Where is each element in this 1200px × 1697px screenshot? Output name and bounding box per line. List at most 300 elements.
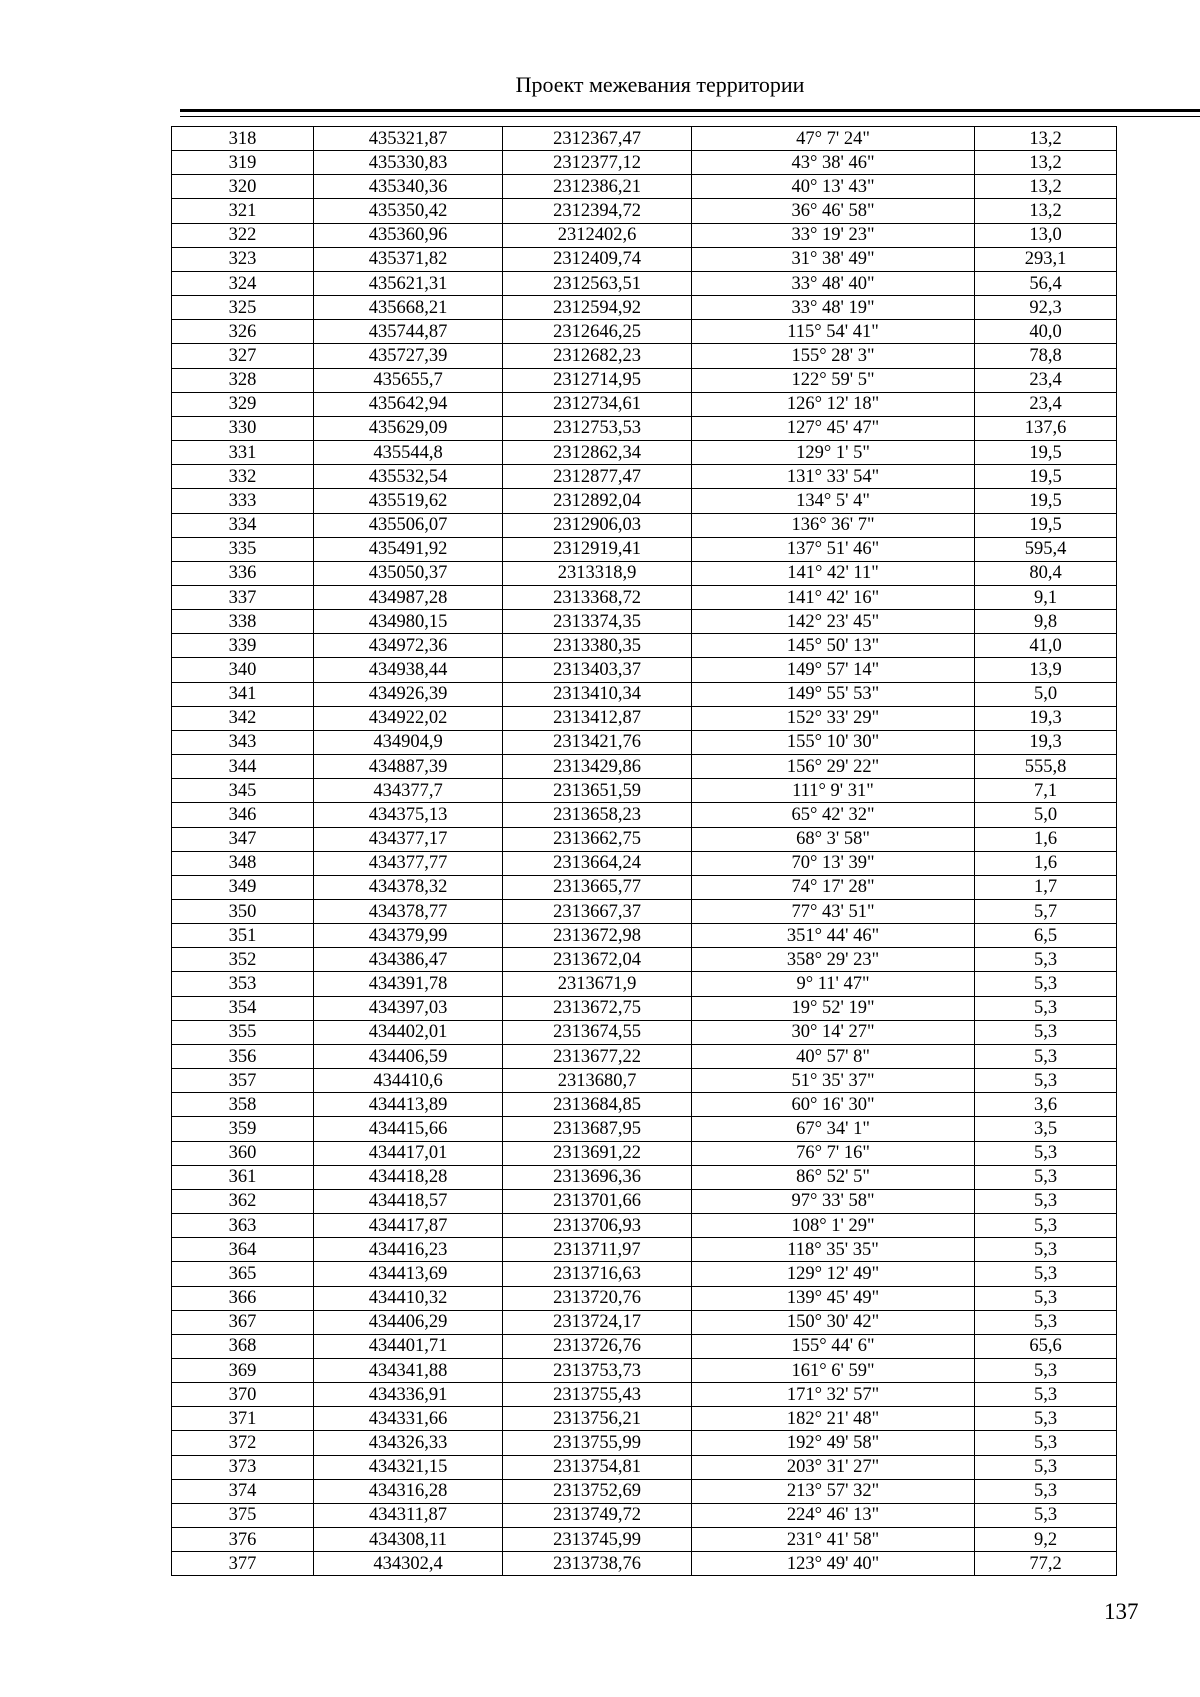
x-coordinate-cell: 434406,29: [314, 1310, 503, 1334]
y-coordinate-cell: 2313671,9: [503, 972, 692, 996]
bearing-cell: 137° 51' 46": [692, 537, 975, 561]
y-coordinate-cell: 2312682,23: [503, 344, 692, 368]
y-coordinate-cell: 2312563,51: [503, 271, 692, 295]
x-coordinate-cell: 435668,21: [314, 296, 503, 320]
y-coordinate-cell: 2312409,74: [503, 247, 692, 271]
bearing-cell: 36° 46' 58": [692, 199, 975, 223]
point-number-cell: 354: [172, 996, 314, 1020]
table-row: [172, 1020, 1117, 1044]
bearing-cell: 156° 29' 22": [692, 755, 975, 779]
distance-cell: 13,2: [975, 127, 1117, 151]
point-number-cell: 348: [172, 851, 314, 875]
point-number-cell: 366: [172, 1286, 314, 1310]
table-row: [172, 1479, 1117, 1503]
distance-cell: 293,1: [975, 247, 1117, 271]
point-number-cell: 341: [172, 682, 314, 706]
bearing-cell: 115° 54' 41": [692, 320, 975, 344]
table-row: [172, 900, 1117, 924]
y-coordinate-cell: 2313374,35: [503, 610, 692, 634]
point-number-cell: 358: [172, 1093, 314, 1117]
x-coordinate-cell: 435350,42: [314, 199, 503, 223]
y-coordinate-cell: 2312394,72: [503, 199, 692, 223]
bearing-cell: 134° 5' 4": [692, 489, 975, 513]
distance-cell: 13,2: [975, 199, 1117, 223]
distance-cell: 56,4: [975, 271, 1117, 295]
distance-cell: 23,4: [975, 392, 1117, 416]
table-row: [172, 247, 1117, 271]
x-coordinate-cell: 435642,94: [314, 392, 503, 416]
table-row: [172, 416, 1117, 440]
y-coordinate-cell: 2312714,95: [503, 368, 692, 392]
bearing-cell: 351° 44' 46": [692, 924, 975, 948]
x-coordinate-cell: 435727,39: [314, 344, 503, 368]
point-number-cell: 337: [172, 585, 314, 609]
table-row: [172, 803, 1117, 827]
distance-cell: 3,6: [975, 1093, 1117, 1117]
table-row: [172, 1358, 1117, 1382]
table-row: [172, 392, 1117, 416]
x-coordinate-cell: 435532,54: [314, 465, 503, 489]
x-coordinate-cell: 434379,99: [314, 924, 503, 948]
distance-cell: 1,6: [975, 851, 1117, 875]
point-number-cell: 363: [172, 1214, 314, 1238]
x-coordinate-cell: 434938,44: [314, 658, 503, 682]
table-row: [172, 851, 1117, 875]
y-coordinate-cell: 2313672,98: [503, 924, 692, 948]
table-row: [172, 827, 1117, 851]
table-row: [172, 1503, 1117, 1527]
point-number-cell: 360: [172, 1141, 314, 1165]
table-row: [172, 561, 1117, 585]
point-number-cell: 345: [172, 779, 314, 803]
point-number-cell: 375: [172, 1503, 314, 1527]
bearing-cell: 33° 48' 40": [692, 271, 975, 295]
point-number-cell: 368: [172, 1334, 314, 1358]
x-coordinate-cell: 435519,62: [314, 489, 503, 513]
x-coordinate-cell: 435340,36: [314, 175, 503, 199]
x-coordinate-cell: 435491,92: [314, 537, 503, 561]
point-number-cell: 321: [172, 199, 314, 223]
bearing-cell: 149° 55' 53": [692, 682, 975, 706]
x-coordinate-cell: 434397,03: [314, 996, 503, 1020]
table-row: [172, 682, 1117, 706]
table-row: [172, 610, 1117, 634]
bearing-cell: 74° 17' 28": [692, 875, 975, 899]
y-coordinate-cell: 2312402,6: [503, 223, 692, 247]
page-number: 137: [1104, 1599, 1139, 1624]
x-coordinate-cell: 435330,83: [314, 151, 503, 175]
x-coordinate-cell: 434972,36: [314, 634, 503, 658]
table-row: [172, 368, 1117, 392]
y-coordinate-cell: 2313674,55: [503, 1020, 692, 1044]
table-row: [172, 537, 1117, 561]
bearing-cell: 43° 38' 46": [692, 151, 975, 175]
x-coordinate-cell: 434987,28: [314, 585, 503, 609]
distance-cell: 9,2: [975, 1528, 1117, 1552]
point-number-cell: 359: [172, 1117, 314, 1141]
bearing-cell: 203° 31' 27": [692, 1455, 975, 1479]
point-number-cell: 339: [172, 634, 314, 658]
point-number-cell: 377: [172, 1552, 314, 1576]
table-row: [172, 730, 1117, 754]
table-row: [172, 1117, 1117, 1141]
y-coordinate-cell: 2313711,97: [503, 1238, 692, 1262]
table-row: [172, 1383, 1117, 1407]
table-row: [172, 779, 1117, 803]
x-coordinate-cell: 435506,07: [314, 513, 503, 537]
y-coordinate-cell: 2312594,92: [503, 296, 692, 320]
table-row: [172, 489, 1117, 513]
point-number-cell: 328: [172, 368, 314, 392]
point-number-cell: 335: [172, 537, 314, 561]
distance-cell: 5,3: [975, 1141, 1117, 1165]
y-coordinate-cell: 2313754,81: [503, 1455, 692, 1479]
bearing-cell: 31° 38' 49": [692, 247, 975, 271]
bearing-cell: 60° 16' 30": [692, 1093, 975, 1117]
point-number-cell: 325: [172, 296, 314, 320]
bearing-cell: 149° 57' 14": [692, 658, 975, 682]
bearing-cell: 126° 12' 18": [692, 392, 975, 416]
table-row: [172, 634, 1117, 658]
bearing-cell: 155° 10' 30": [692, 730, 975, 754]
table-row: [172, 127, 1117, 151]
distance-cell: 137,6: [975, 416, 1117, 440]
x-coordinate-cell: 434417,01: [314, 1141, 503, 1165]
x-coordinate-cell: 434378,77: [314, 900, 503, 924]
x-coordinate-cell: 434418,28: [314, 1165, 503, 1189]
point-number-cell: 319: [172, 151, 314, 175]
table-row: [172, 513, 1117, 537]
point-number-cell: 331: [172, 441, 314, 465]
y-coordinate-cell: 2313716,63: [503, 1262, 692, 1286]
point-number-cell: 353: [172, 972, 314, 996]
header-rule-thin: [180, 116, 1200, 117]
table-row: [172, 924, 1117, 948]
bearing-cell: 40° 57' 8": [692, 1044, 975, 1068]
distance-cell: 92,3: [975, 296, 1117, 320]
y-coordinate-cell: 2313429,86: [503, 755, 692, 779]
distance-cell: 5,3: [975, 1165, 1117, 1189]
bearing-cell: 231° 41' 58": [692, 1528, 975, 1552]
bearing-cell: 47° 7' 24": [692, 127, 975, 151]
distance-cell: 19,5: [975, 489, 1117, 513]
distance-cell: 5,3: [975, 996, 1117, 1020]
distance-cell: 5,3: [975, 1262, 1117, 1286]
distance-cell: 3,5: [975, 1117, 1117, 1141]
bearing-cell: 33° 19' 23": [692, 223, 975, 247]
bearing-cell: 139° 45' 49": [692, 1286, 975, 1310]
distance-cell: 5,0: [975, 803, 1117, 827]
y-coordinate-cell: 2313720,76: [503, 1286, 692, 1310]
y-coordinate-cell: 2313665,77: [503, 875, 692, 899]
bearing-cell: 171° 32' 57": [692, 1383, 975, 1407]
point-number-cell: 373: [172, 1455, 314, 1479]
y-coordinate-cell: 2313687,95: [503, 1117, 692, 1141]
distance-cell: 6,5: [975, 924, 1117, 948]
y-coordinate-cell: 2313753,73: [503, 1358, 692, 1382]
x-coordinate-cell: 435629,09: [314, 416, 503, 440]
x-coordinate-cell: 434321,15: [314, 1455, 503, 1479]
y-coordinate-cell: 2313749,72: [503, 1503, 692, 1527]
point-number-cell: 357: [172, 1069, 314, 1093]
distance-cell: 5,3: [975, 1310, 1117, 1334]
y-coordinate-cell: 2313738,76: [503, 1552, 692, 1576]
y-coordinate-cell: 2313412,87: [503, 706, 692, 730]
bearing-cell: 127° 45' 47": [692, 416, 975, 440]
point-number-cell: 326: [172, 320, 314, 344]
y-coordinate-cell: 2313672,04: [503, 948, 692, 972]
y-coordinate-cell: 2313691,22: [503, 1141, 692, 1165]
table-row: [172, 1552, 1117, 1576]
point-number-cell: 361: [172, 1165, 314, 1189]
x-coordinate-cell: 434336,91: [314, 1383, 503, 1407]
distance-cell: 5,3: [975, 1503, 1117, 1527]
point-number-cell: 364: [172, 1238, 314, 1262]
y-coordinate-cell: 2313701,66: [503, 1189, 692, 1213]
bearing-cell: 33° 48' 19": [692, 296, 975, 320]
y-coordinate-cell: 2313658,23: [503, 803, 692, 827]
point-number-cell: 332: [172, 465, 314, 489]
table-row: [172, 1044, 1117, 1068]
y-coordinate-cell: 2313380,35: [503, 634, 692, 658]
point-number-cell: 322: [172, 223, 314, 247]
bearing-cell: 152° 33' 29": [692, 706, 975, 730]
bearing-cell: 213° 57' 32": [692, 1479, 975, 1503]
point-number-cell: 330: [172, 416, 314, 440]
distance-cell: 19,5: [975, 441, 1117, 465]
distance-cell: 9,1: [975, 585, 1117, 609]
bearing-cell: 51° 35' 37": [692, 1069, 975, 1093]
y-coordinate-cell: 2313696,36: [503, 1165, 692, 1189]
distance-cell: 19,5: [975, 465, 1117, 489]
x-coordinate-cell: 435621,31: [314, 271, 503, 295]
y-coordinate-cell: 2313667,37: [503, 900, 692, 924]
bearing-cell: 155° 44' 6": [692, 1334, 975, 1358]
y-coordinate-cell: 2313755,43: [503, 1383, 692, 1407]
bearing-cell: 161° 6' 59": [692, 1358, 975, 1382]
distance-cell: 5,3: [975, 1020, 1117, 1044]
x-coordinate-cell: 434415,66: [314, 1117, 503, 1141]
y-coordinate-cell: 2313680,7: [503, 1069, 692, 1093]
point-number-cell: 324: [172, 271, 314, 295]
point-number-cell: 369: [172, 1358, 314, 1382]
table-row: [172, 1189, 1117, 1213]
x-coordinate-cell: 435050,37: [314, 561, 503, 585]
point-number-cell: 370: [172, 1383, 314, 1407]
bearing-cell: 86° 52' 5": [692, 1165, 975, 1189]
point-number-cell: 343: [172, 730, 314, 754]
x-coordinate-cell: 434377,7: [314, 779, 503, 803]
x-coordinate-cell: 434308,11: [314, 1528, 503, 1552]
x-coordinate-cell: 435744,87: [314, 320, 503, 344]
table-row: [172, 996, 1117, 1020]
x-coordinate-cell: 434391,78: [314, 972, 503, 996]
distance-cell: 40,0: [975, 320, 1117, 344]
point-number-cell: 327: [172, 344, 314, 368]
bearing-cell: 136° 36' 7": [692, 513, 975, 537]
y-coordinate-cell: 2313756,21: [503, 1407, 692, 1431]
point-number-cell: 329: [172, 392, 314, 416]
x-coordinate-cell: 434904,9: [314, 730, 503, 754]
point-number-cell: 320: [172, 175, 314, 199]
x-coordinate-cell: 434926,39: [314, 682, 503, 706]
point-number-cell: 352: [172, 948, 314, 972]
bearing-cell: 141° 42' 16": [692, 585, 975, 609]
x-coordinate-cell: 434410,32: [314, 1286, 503, 1310]
y-coordinate-cell: 2313745,99: [503, 1528, 692, 1552]
header-rule-thick: [180, 109, 1200, 112]
point-number-cell: 333: [172, 489, 314, 513]
distance-cell: 5,3: [975, 1431, 1117, 1455]
distance-cell: 1,6: [975, 827, 1117, 851]
point-number-cell: 336: [172, 561, 314, 585]
distance-cell: 13,0: [975, 223, 1117, 247]
x-coordinate-cell: 434416,23: [314, 1238, 503, 1262]
table-row: [172, 441, 1117, 465]
y-coordinate-cell: 2313672,75: [503, 996, 692, 1020]
distance-cell: 5,3: [975, 1238, 1117, 1262]
point-number-cell: 347: [172, 827, 314, 851]
x-coordinate-cell: 434413,89: [314, 1093, 503, 1117]
table-row: [172, 320, 1117, 344]
y-coordinate-cell: 2313368,72: [503, 585, 692, 609]
distance-cell: 5,3: [975, 1455, 1117, 1479]
table-row: [172, 199, 1117, 223]
x-coordinate-cell: 434375,13: [314, 803, 503, 827]
distance-cell: 5,3: [975, 1044, 1117, 1068]
x-coordinate-cell: 434418,57: [314, 1189, 503, 1213]
y-coordinate-cell: 2312919,41: [503, 537, 692, 561]
y-coordinate-cell: 2312892,04: [503, 489, 692, 513]
y-coordinate-cell: 2312377,12: [503, 151, 692, 175]
table-row: [172, 175, 1117, 199]
distance-cell: 13,2: [975, 175, 1117, 199]
distance-cell: 5,7: [975, 900, 1117, 924]
bearing-cell: 224° 46' 13": [692, 1503, 975, 1527]
table-row: [172, 1069, 1117, 1093]
x-coordinate-cell: 434331,66: [314, 1407, 503, 1431]
distance-cell: 5,3: [975, 1479, 1117, 1503]
distance-cell: 5,3: [975, 1286, 1117, 1310]
table-row: [172, 948, 1117, 972]
table-row: [172, 296, 1117, 320]
y-coordinate-cell: 2312906,03: [503, 513, 692, 537]
distance-cell: 5,3: [975, 1189, 1117, 1213]
y-coordinate-cell: 2313752,69: [503, 1479, 692, 1503]
x-coordinate-cell: 434402,01: [314, 1020, 503, 1044]
bearing-cell: 150° 30' 42": [692, 1310, 975, 1334]
x-coordinate-cell: 434316,28: [314, 1479, 503, 1503]
bearing-cell: 122° 59' 5": [692, 368, 975, 392]
distance-cell: 595,4: [975, 537, 1117, 561]
y-coordinate-cell: 2313662,75: [503, 827, 692, 851]
y-coordinate-cell: 2312386,21: [503, 175, 692, 199]
distance-cell: 1,7: [975, 875, 1117, 899]
table-row: [172, 1093, 1117, 1117]
distance-cell: 41,0: [975, 634, 1117, 658]
bearing-cell: 70° 13' 39": [692, 851, 975, 875]
x-coordinate-cell: 434887,39: [314, 755, 503, 779]
distance-cell: 555,8: [975, 755, 1117, 779]
distance-cell: 5,3: [975, 1407, 1117, 1431]
bearing-cell: 155° 28' 3": [692, 344, 975, 368]
point-number-cell: 346: [172, 803, 314, 827]
bearing-cell: 111° 9' 31": [692, 779, 975, 803]
distance-cell: 5,0: [975, 682, 1117, 706]
point-number-cell: 365: [172, 1262, 314, 1286]
bearing-cell: 131° 33' 54": [692, 465, 975, 489]
y-coordinate-cell: 2313755,99: [503, 1431, 692, 1455]
x-coordinate-cell: 434922,02: [314, 706, 503, 730]
point-number-cell: 355: [172, 1020, 314, 1044]
x-coordinate-cell: 434341,88: [314, 1358, 503, 1382]
point-number-cell: 318: [172, 127, 314, 151]
bearing-cell: 19° 52' 19": [692, 996, 975, 1020]
point-number-cell: 323: [172, 247, 314, 271]
document-title: Проект межевания территории: [515, 72, 805, 97]
table-row: [172, 1334, 1117, 1358]
table-row: [172, 585, 1117, 609]
x-coordinate-cell: 435544,8: [314, 441, 503, 465]
distance-cell: 5,3: [975, 1214, 1117, 1238]
point-number-cell: 374: [172, 1479, 314, 1503]
table-row: [172, 1407, 1117, 1431]
table-row: [172, 875, 1117, 899]
distance-cell: 13,9: [975, 658, 1117, 682]
y-coordinate-cell: 2313677,22: [503, 1044, 692, 1068]
coordinates-table: [171, 126, 1117, 1576]
x-coordinate-cell: 434326,33: [314, 1431, 503, 1455]
bearing-cell: 77° 43' 51": [692, 900, 975, 924]
x-coordinate-cell: 434377,77: [314, 851, 503, 875]
bearing-cell: 118° 35' 35": [692, 1238, 975, 1262]
distance-cell: 78,8: [975, 344, 1117, 368]
bearing-cell: 182° 21' 48": [692, 1407, 975, 1431]
point-number-cell: 372: [172, 1431, 314, 1455]
x-coordinate-cell: 435321,87: [314, 127, 503, 151]
x-coordinate-cell: 434417,87: [314, 1214, 503, 1238]
y-coordinate-cell: 2313706,93: [503, 1214, 692, 1238]
point-number-cell: 376: [172, 1528, 314, 1552]
distance-cell: 7,1: [975, 779, 1117, 803]
distance-cell: 9,8: [975, 610, 1117, 634]
y-coordinate-cell: 2312646,25: [503, 320, 692, 344]
x-coordinate-cell: 434413,69: [314, 1262, 503, 1286]
y-coordinate-cell: 2313664,24: [503, 851, 692, 875]
x-coordinate-cell: 434378,32: [314, 875, 503, 899]
point-number-cell: 356: [172, 1044, 314, 1068]
distance-cell: 23,4: [975, 368, 1117, 392]
distance-cell: 65,6: [975, 1334, 1117, 1358]
bearing-cell: 9° 11' 47": [692, 972, 975, 996]
y-coordinate-cell: 2313410,34: [503, 682, 692, 706]
table-row: [172, 223, 1117, 247]
table-row: [172, 755, 1117, 779]
point-number-cell: 334: [172, 513, 314, 537]
x-coordinate-cell: 435371,82: [314, 247, 503, 271]
x-coordinate-cell: 434410,6: [314, 1069, 503, 1093]
distance-cell: 77,2: [975, 1552, 1117, 1576]
distance-cell: 19,3: [975, 730, 1117, 754]
table-row: [172, 465, 1117, 489]
y-coordinate-cell: 2312862,34: [503, 441, 692, 465]
bearing-cell: 97° 33' 58": [692, 1189, 975, 1213]
table-row: [172, 151, 1117, 175]
table-row: [172, 658, 1117, 682]
bearing-cell: 123° 49' 40": [692, 1552, 975, 1576]
point-number-cell: 362: [172, 1189, 314, 1213]
coordinates-table-body: [172, 127, 1117, 1576]
